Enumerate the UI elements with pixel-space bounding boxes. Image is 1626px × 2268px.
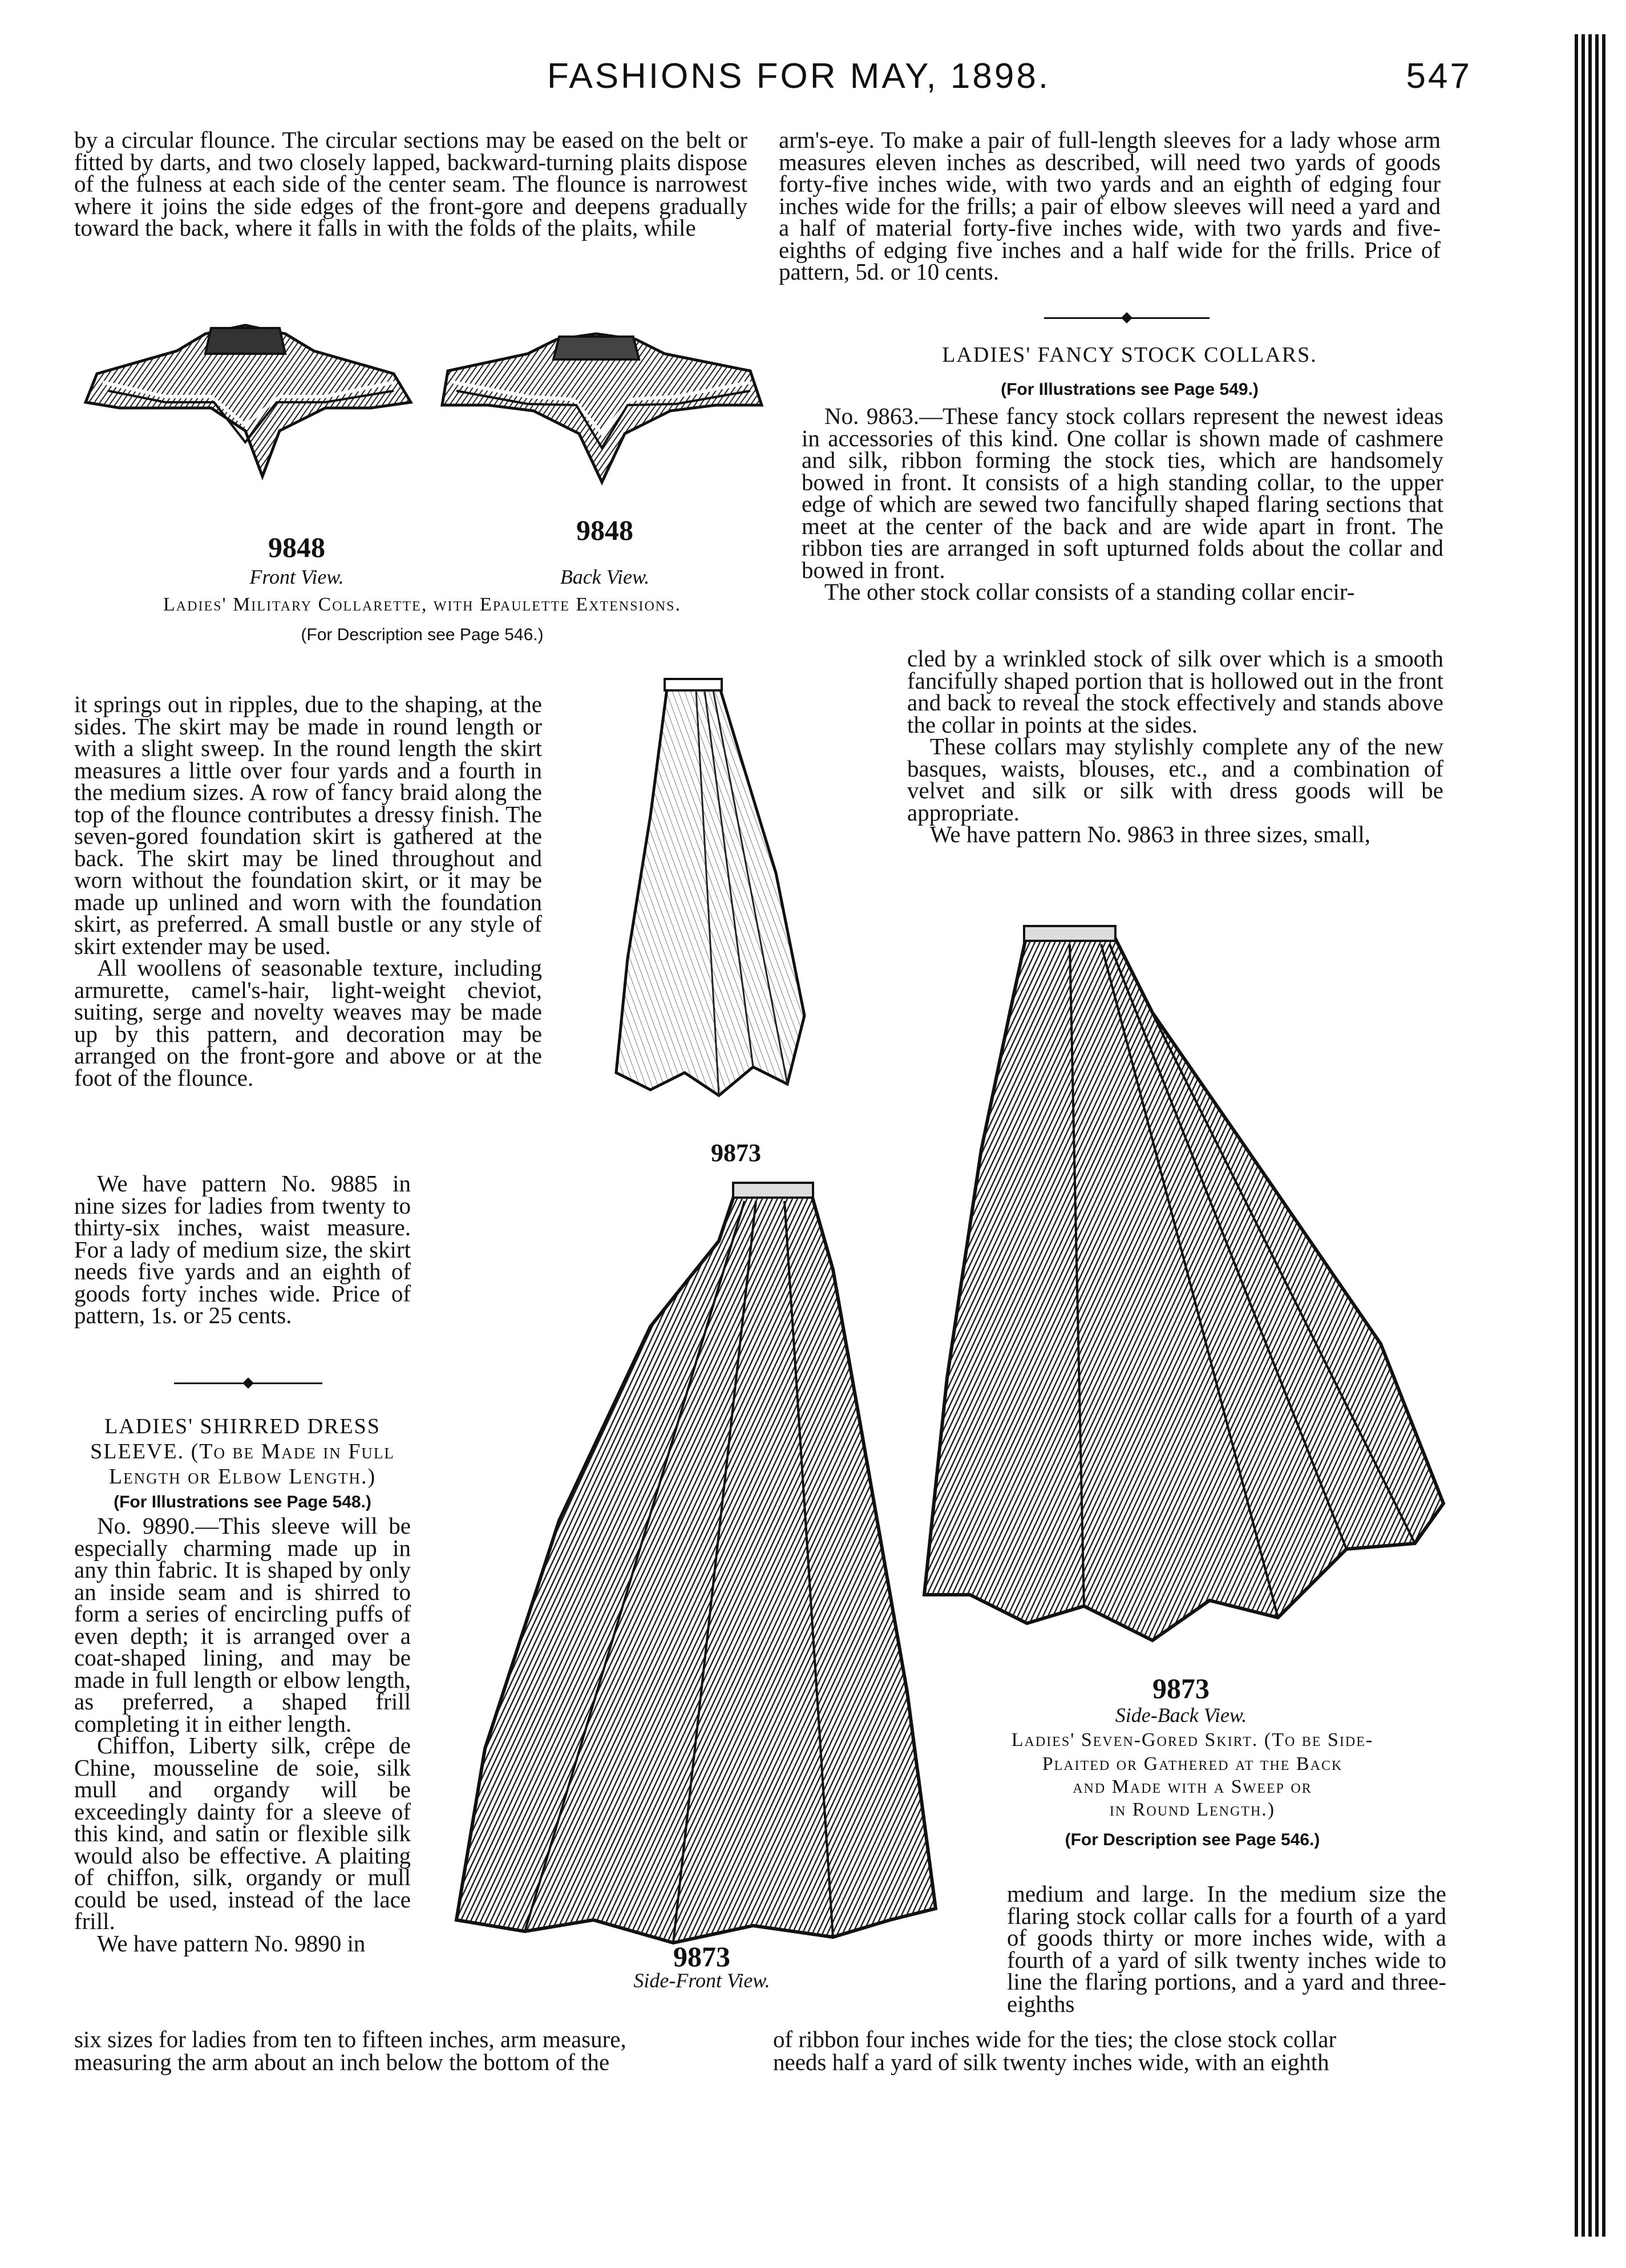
collarette-front-view-label: Front View. xyxy=(249,565,344,588)
skirt-text-upper xyxy=(74,693,542,1089)
sleeve-paragraph-1: No. 9890.—This sleeve will be especially charming made up in any thin fabric. It is shaped by only an inside seam and is shirred to form a series of encircling puffs of even depth; it is arranged over a coat-shaped lining, and may be made in full length or elbow length, as preferred, a shaped frill completing it in either length. xyxy=(74,1513,411,1737)
page-number: 547 xyxy=(1406,56,1472,96)
skirt-paragraph-1: it springs out in ripples, due to the shaping, at the sides. The skirt may be made in round length or with a slight sweep. In the round length the skirt measures a little over four yards and a fourth in the medium sizes. A row of fancy braid along the top of the flounce contributes a dressy finish. The seven-gored foundation skirt is gathered at the back. The skirt may be lined throughout and worn without the foundation skirt, or it may be made up unlined and worn with the foundation skirt, as preferred. A small bustle or any style of skirt extender may be used. xyxy=(74,691,542,959)
collarette-back-illustration xyxy=(431,320,773,491)
stock-collars-paragraph-2b: cled by a wrinkled stock of silk over which is a smooth fancifully shaped portion that is hollowed out in the front and back to reveal the stock effectively and stands above the collar in points at the sides. xyxy=(907,645,1443,738)
collarette-front-number: 9848 xyxy=(268,531,325,563)
skirt-paragraph-3: We have pattern No. 9885 in nine sizes for ladies from twenty to thirty-six inches, waist measure. For a lady of medium size, the skirt needs five yards and an eighth of goods forty inches wide. Price of pattern, 1s. or 25 cents. xyxy=(74,1170,411,1328)
bottom-right-paragraph: medium and large. In the medium size the flaring stock collar calls for a fourth of a yard of goods thirty or more inches wide, with a fourth of a yard of silk twenty inches wide to line the flaring portions, and a yard and three-eighths xyxy=(1007,1881,1446,2017)
sleeve-text xyxy=(74,1515,411,1954)
skirt-caption-1: Ladies' Seven-Gored Skirt. (To be Side- xyxy=(1011,1729,1374,1750)
skirt-caption-4: in Round Length.) xyxy=(1109,1799,1276,1820)
stock-collars-note: (For Illustrations see Page 549.) xyxy=(1001,380,1259,399)
top-right-paragraph: arm's-eye. To make a pair of full-length sleeves for a lady whose arm measures eleven inches as described, will need two yards of goods forty-five inches wide, with two yards and an eighth of edging four inches wide for the frills; a pair of elbow sleeves will need a yard and a half of material forty-five inches wide, with two yards and five-eighths of edging five inches and a half wide for the frills. Price of pattern, 5d. or 10 cents. xyxy=(779,127,1441,285)
stock-collars-heading: LADIES' FANCY STOCK COLLARS. xyxy=(942,343,1317,367)
separator-ornament xyxy=(1121,312,1132,324)
top-left-paragraph: by a circular flounce. The circular sections may be eased on the belt or fitted by darts, and two closely lapped, backward-turning plaits dispose of the fulness at each side of the center seam. The flounce is narrowest where it joins the side edges of the front-gore and deepens gradually toward the back, where it falls in with the folds of the plaits, while xyxy=(74,127,747,241)
sleeve-note: (For Illustrations see Page 548.) xyxy=(114,1493,371,1511)
collarette-back-number: 9848 xyxy=(576,514,633,546)
stock-collars-paragraph-3: These collars may stylishly complete any of the new basques, waists, blouses, etc., and a combination of velvet and silk or silk with dress goods will be appropriate. xyxy=(907,733,1443,826)
sleeve-paragraph-3: We have pattern No. 9890 in xyxy=(97,1930,366,1956)
stock-collars-paragraph-4: We have pattern No. 9863 in three sizes, small, xyxy=(930,821,1371,847)
collarette-description-note: (For Description see Page 546.) xyxy=(301,625,544,644)
stock-collars-p1 xyxy=(802,405,1443,603)
skirt-small-number: 9873 xyxy=(711,1139,761,1167)
running-head: FASHIONS FOR MAY, 1898. xyxy=(547,56,1051,96)
sleeve-paragraph-2: Chiffon, Liberty silk, crêpe de Chine, mousseline de soie, silk mull and organdy will be exceedingly dainty for a sleeve of this kind, and satin or flexible silk would also be effective. A plaiting of chiffon, silk, organdy or mull could be used, instead of the lace frill. xyxy=(74,1732,411,1934)
stock-collars-p2 xyxy=(907,645,1443,847)
skirt-paragraph-2: All woollens of seasonable texture, including armurette, camel's-hair, light-weight cheviot, suiting, serge and novelty weaves may be made up by this pattern, and decoration may be arranged on the front-gore and above or at the foot of the flounce. xyxy=(74,955,542,1091)
skirt-side-back-number: 9873 xyxy=(1152,1672,1210,1704)
sleeve-heading-1: LADIES' SHIRRED DRESS xyxy=(104,1414,381,1438)
sleeve-heading-3: Length or Elbow Length.) xyxy=(108,1465,377,1489)
bottom-right-line-2: needs half a yard of silk twenty inches wide, with an eighth xyxy=(773,2049,1329,2075)
skirt-side-back-view: Side-Back View. xyxy=(1115,1704,1247,1727)
collarette-front-illustration xyxy=(74,311,428,482)
collarette-caption: Ladies' Military Collarette, with Epaulette Extensions. xyxy=(163,594,681,615)
bottom-left-line-2: measuring the arm about an inch below the bottom of the xyxy=(74,2049,610,2075)
sleeve-heading-2: SLEEVE. (To be Made in Full xyxy=(90,1440,395,1464)
page-binding-edge xyxy=(1575,34,1609,2237)
skirt-text-lower xyxy=(74,1170,411,1328)
bottom-left-line-1: six sizes for ladies from ten to fifteen inches, arm measure, xyxy=(74,2026,626,2052)
skirt-side-front-number: 9873 xyxy=(673,1940,730,1972)
skirt-description-note: (For Description see Page 546.) xyxy=(1065,1830,1320,1849)
skirt-side-back-illustration xyxy=(913,921,1449,1675)
skirt-side-front-view: Side-Front View. xyxy=(633,1969,770,1992)
separator-ornament-left xyxy=(242,1377,254,1389)
collarette-back-view-label: Back View. xyxy=(560,565,650,588)
skirt-side-front-illustration xyxy=(434,1178,958,1954)
skirt-caption-2: Plaited or Gathered at the Back xyxy=(1042,1753,1343,1774)
stock-collars-paragraph-2a: The other stock collar consists of a standing collar encir- xyxy=(824,579,1355,605)
stock-collars-paragraph-1: No. 9863.—These fancy stock collars represent the newest ideas in accessories of this kind. One collar is shown made of cashmere and silk, ribbon forming the stock ties, which are handsomely bowed in front. It consists of a high standing collar, to the upper edge of which are sewed two fancifully shaped flaring sections that meet at the center of the back and are wide apart in front. The ribbon ties are arranged in soft upturned folds about the collar and bowed in front. xyxy=(802,403,1443,583)
bottom-right-line-1: of ribbon four inches wide for the ties; the close stock collar xyxy=(773,2026,1337,2052)
skirt-caption-3: and Made with a Sweep or xyxy=(1073,1776,1312,1797)
skirt-small-illustration xyxy=(605,673,816,1130)
